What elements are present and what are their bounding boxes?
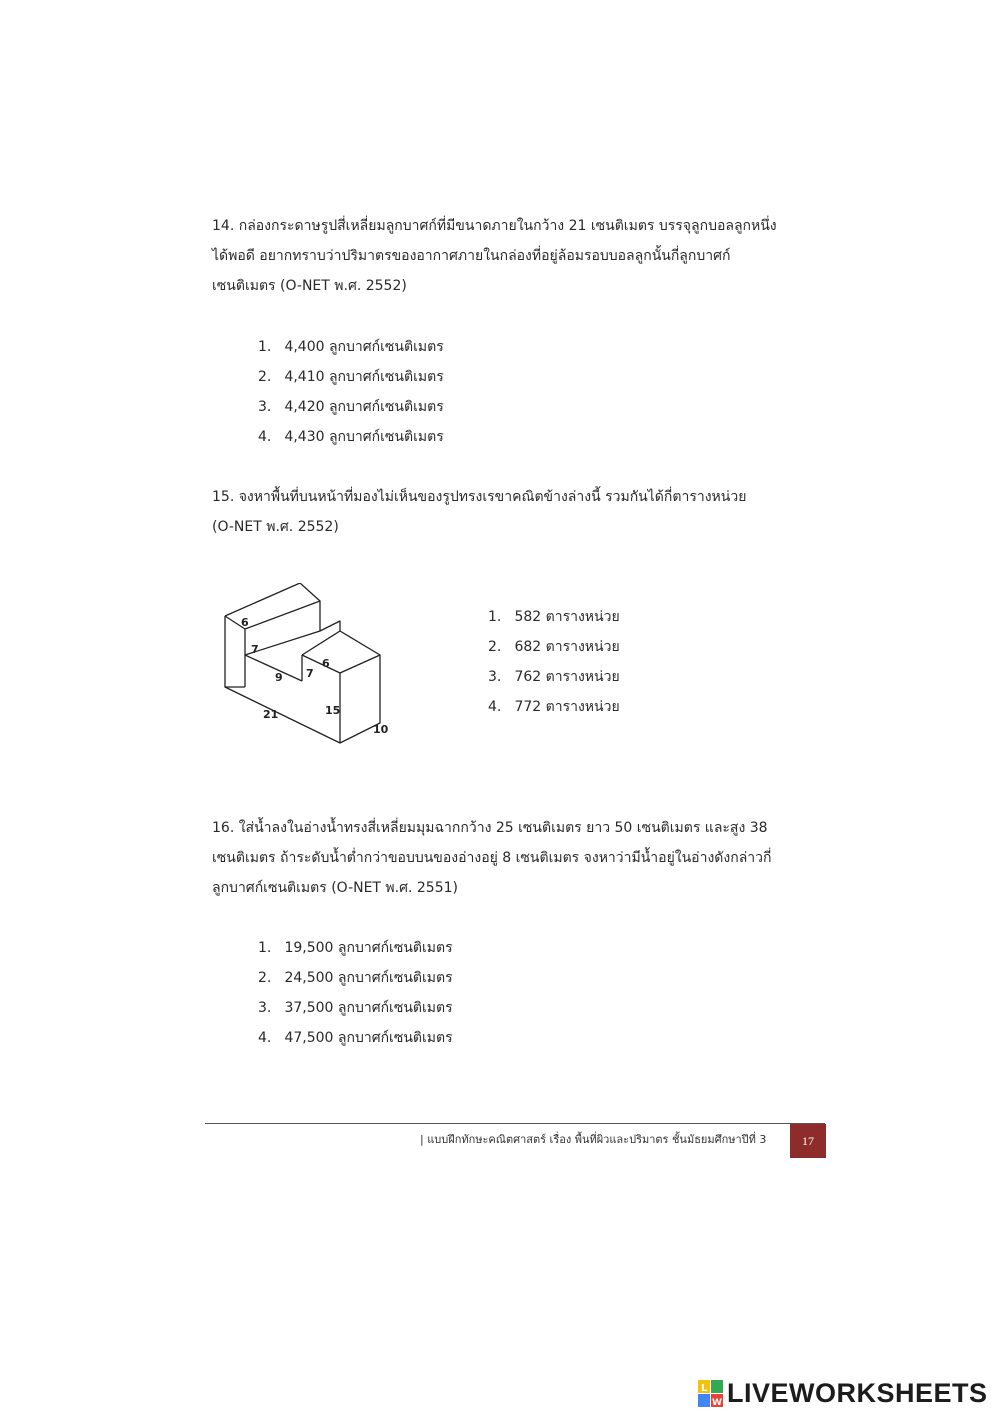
question-14-line-2: ได้พอดี อยากทราบว่าปริมาตรของอากาศภายในกล่องที่อยู่ล้อมรอบบอลลูกนั้นกี่ลูกบาศก์ (212, 248, 731, 264)
question-15-line-1: 15. จงหาพื้นที่บนหน้าที่มองไม่เห็นของรูปทรงเรขาคณิตข้างล่างนี้ รวมกันได้กี่ตารางหน่วย (212, 489, 747, 505)
question-16 (212, 813, 792, 903)
option-text: 4,410 ลูกบาศก์เซนติเมตร (284, 369, 444, 385)
option-number: 2. (258, 369, 272, 385)
option-number: 4. (258, 1030, 272, 1046)
liveworksheets-brand[interactable] (698, 1378, 988, 1409)
question-14 (212, 211, 792, 301)
question-16-line-1: 16. ใส่น้ำลงในอ่างน้ำทรงสี่เหลี่ยมมุมฉากกว้าง 25 เซนติเมตร ยาว 50 เซนติเมตร และสูง 38 (212, 820, 768, 836)
option-text: 24,500 ลูกบาศก์เซนติเมตร (284, 970, 453, 986)
option[interactable] (258, 332, 444, 362)
question-14-line-3: เซนติเมตร (O-NET พ.ศ. 2552) (212, 278, 407, 294)
option[interactable] (258, 1023, 453, 1053)
option[interactable] (258, 963, 453, 993)
option-number: 1. (258, 339, 272, 355)
page-number: 17 (790, 1124, 826, 1158)
question-16-line-3: ลูกบาศก์เซนติเมตร (O-NET พ.ศ. 2551) (212, 880, 458, 896)
question-15-line-2: (O-NET พ.ศ. 2552) (212, 519, 339, 535)
question-16-options (258, 933, 453, 1053)
option-text: 772 ตารางหน่วย (514, 699, 620, 715)
logo-letter: W (712, 1397, 722, 1408)
figure-label: 6 (322, 657, 330, 670)
option[interactable] (488, 602, 620, 632)
option-text: 4,400 ลูกบาศก์เซนติเมตร (284, 339, 444, 355)
figure-edge (245, 601, 320, 629)
option[interactable] (258, 993, 453, 1023)
option[interactable] (258, 362, 444, 392)
question-16-line-2: เซนติเมตร ถ้าระดับน้ำต่ำกว่าขอบบนของอ่างอยู่ 8 เซนติเมตร จงหาว่ามีน้ำอยู่ในอ่างดังกล่าวกี่ (212, 850, 772, 866)
figure-label: 7 (306, 667, 314, 680)
question-14-line-1: 14. กล่องกระดาษรูปสี่เหลี่ยมลูกบาศก์ที่มีขนาดภายในกว้าง 21 เซนติเมตร บรรจุลูกบอลลูกหนึ่ง (212, 218, 777, 234)
option[interactable] (488, 692, 620, 722)
logo-letter: L (701, 1382, 708, 1394)
question-14-options (258, 332, 444, 452)
figure-label: 10 (373, 723, 389, 736)
figure-edge (245, 655, 302, 681)
liveworksheets-logo-icon (698, 1380, 724, 1408)
option[interactable] (258, 392, 444, 422)
option-text: 4,420 ลูกบาศก์เซนติเมตร (284, 399, 444, 415)
question-15 (212, 482, 792, 542)
figure-label: 9 (275, 671, 283, 684)
option-number: 3. (488, 669, 502, 685)
option-number: 2. (488, 639, 502, 655)
option-number: 1. (488, 609, 502, 625)
option-number: 2. (258, 970, 272, 986)
figure-label: 15 (325, 704, 341, 717)
option-number: 3. (258, 399, 272, 415)
option-number: 4. (258, 429, 272, 445)
option-text: 582 ตารางหน่วย (514, 609, 620, 625)
option-text: 762 ตารางหน่วย (514, 669, 620, 685)
option-number: 4. (488, 699, 502, 715)
option[interactable] (258, 933, 453, 963)
option[interactable] (488, 662, 620, 692)
option-text: 4,430 ลูกบาศก์เซนติเมตร (284, 429, 444, 445)
footer-title: | แบบฝึกทักษะคณิตศาสตร์ เรื่อง พื้นที่ผิวและปริมาตร ชั้นมัธยมศึกษาปีที่ 3 (420, 1133, 767, 1146)
figure-label: 6 (241, 616, 249, 629)
solid-figure-diagram (215, 583, 415, 745)
option-number: 3. (258, 1000, 272, 1016)
option[interactable] (258, 422, 444, 452)
footer-divider (205, 1123, 825, 1124)
figure-edge (340, 655, 380, 673)
question-15-options (488, 602, 620, 722)
figure-label: 7 (251, 643, 259, 656)
option-text: 682 ตารางหน่วย (514, 639, 620, 655)
option-text: 47,500 ลูกบาศก์เซนติเมตร (284, 1030, 453, 1046)
brand-name: LIVEWORKSHEETS (727, 1378, 988, 1408)
option[interactable] (488, 632, 620, 662)
option-text: 37,500 ลูกบาศก์เซนติเมตร (284, 1000, 453, 1016)
option-text: 19,500 ลูกบาศก์เซนติเมตร (284, 940, 453, 956)
option-number: 1. (258, 940, 272, 956)
figure-label: 21 (263, 708, 279, 721)
